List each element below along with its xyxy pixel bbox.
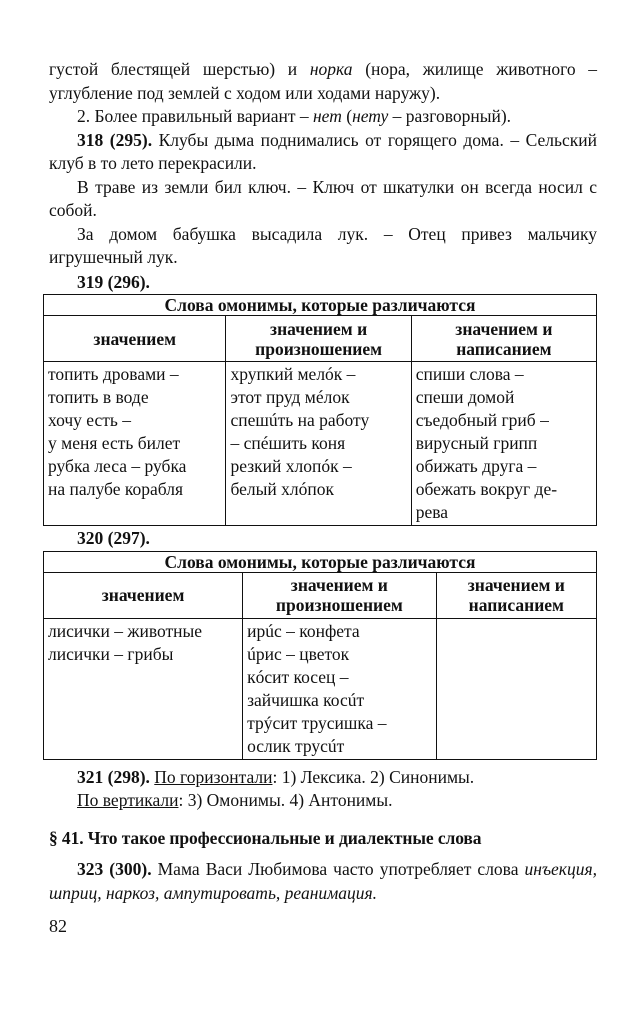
exercise-318-line-3: За домом бабушка высадила лук. – Отец привез мальчику игрушечный лук. <box>49 223 597 267</box>
table-title: Слова омонимы, которые различаются <box>44 295 597 316</box>
table-header: значением и произношением <box>243 572 437 618</box>
paragraph-norka: густой блестящей шерстью) и норка (нора, жилище животного – углубление под землей с ходом или ходами наружу). <box>49 59 597 103</box>
table-header: значением <box>44 572 243 618</box>
table-header: значением и написанием <box>436 572 596 618</box>
table-cell: лисички – животные лисички – грибы <box>44 618 243 759</box>
table-cell: хрупкий мелóк – этот пруд мéлок спешúть на работу – спéшить коня резкий хлопóк – белый хлóпок <box>226 362 411 526</box>
exercise-number: 318 (295). <box>77 129 153 150</box>
paragraph-variant: 2. Более правильный вариант – нет (нету – разговорный). <box>77 106 512 126</box>
page-number: 82 <box>49 916 67 936</box>
homonyms-table-320 <box>43 551 597 760</box>
italic-words: инъекция, шприц, наркоз, ампутировать, реанимация. <box>49 859 597 903</box>
homonyms-table-319 <box>43 294 597 526</box>
italic-word-norka: норка <box>309 59 353 79</box>
page-content <box>49 58 597 939</box>
exercise-320-number: 320 (297). <box>77 528 150 548</box>
exercise-323: 323 (300). Мама Васи Любимова часто употребляет слова инъекция, шприц, наркоз, ампутировать, реанимация. <box>49 859 597 903</box>
exercise-321-line-2: По вертикали: 3) Омонимы. 4) Антонимы. <box>77 790 393 810</box>
table-cell: ирúс – конфета úрис – цветок кóсит косец – зайчишка косúт трýсит трусишка – ослик трусúт <box>243 618 437 759</box>
section-heading: § 41. Что такое профессиональные и диалектные слова <box>49 827 482 848</box>
table-cell: спиши слова – спеши домой съедобный гриб – вирусный грипп обижать друга – обежать вокруг де- рева <box>411 362 596 526</box>
table-header: значением и написанием <box>411 316 596 362</box>
table-cell: топить дровами – топить в воде хочу есть – у меня есть билет рубка леса – рубка на палубе корабля <box>44 362 226 526</box>
exercise-319-number: 319 (296). <box>77 271 150 292</box>
exercise-321: 321 (298). По горизонтали: 1) Лексика. 2) Синонимы. <box>77 766 475 787</box>
table-header: значением и произношением <box>226 316 411 362</box>
table-cell-empty <box>436 618 596 759</box>
table-title: Слова омонимы, которые различаются <box>44 551 597 572</box>
exercise-318-line-2: В траве из земли бил ключ. – Ключ от шкатулки он всегда носил с собой. <box>49 176 597 220</box>
exercise-318: 318 (295). Клубы дыма поднимались от горящего дома. – Сельский клуб в то лето перекрасили. <box>49 129 598 173</box>
table-header: значением <box>44 316 226 362</box>
